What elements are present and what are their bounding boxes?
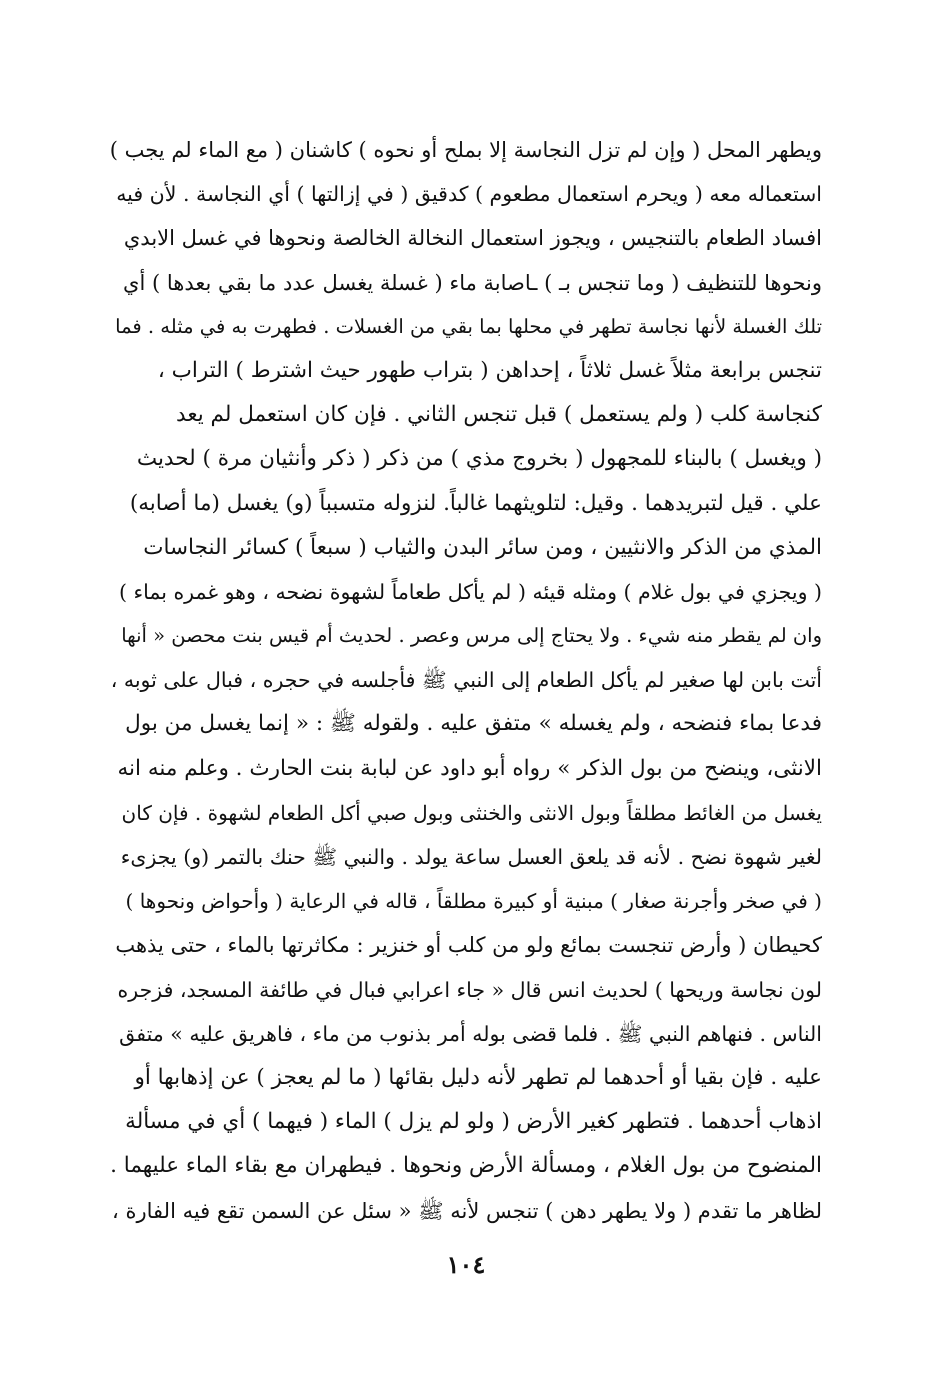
text-line: ( ويغسل ) بالبناء للمجهول ( بخروج مذي ) من ذكر ( ذكر وأنثيان مرة ) لحديث <box>136 446 822 472</box>
text-line: ويطهر المحل ( وإن لم تزل النجاسة إلا بملح أو نحوه ) كاشنان ( مع الماء لم يجب ) <box>110 138 822 162</box>
text-line: الانثى، وينضح من بول الذكر » رواه أبو داود عن لبابة بنت الحارث . وعلم منه انه <box>117 755 822 781</box>
text-line: تنجس برابعة مثلاً غسل ثلاثاً ، إحداهن ( بتراب طهور حيث اشترط ) التراب ، <box>157 357 822 383</box>
text-line: كنجاسة كلب ( ولم يستعمل ) قبل تنجس الثاني . فإن كان استعمل لم يعد <box>176 402 822 428</box>
text-line: لون نجاسة وريحها ) لحديث انس قال « جاء اعرابي فبال في طائفة المسجد، فزجره <box>117 977 822 1002</box>
text-line: عليه . فإن بقيا أو أحدهما لم تطهر لأنه دليل بقائها ( ما لم يعجز ) عن إذهابها أو <box>134 1064 822 1090</box>
text-line: تلك الغسلة لأنها نجاسة تطهر في محلها بما بقي من الغسلات . فطهرت به في مثله . فما <box>115 314 822 338</box>
text-line: ( في صخر وأجرنة صغار ) مبنية أو كبيرة مطلقاً ، قاله في الرعاية ( وأحواض ونحوها ) <box>125 889 822 914</box>
text-line: فدعا بماء فنضحه ، ولم يغسله » متفق عليه . ولقوله ﷺ : « إنما يغسل من بول <box>125 711 822 737</box>
text-line: المنضوح من بول الغلام ، ومسألة الأرض ونحوها . فيطهران مع بقاء الماء عليهما . <box>110 1153 822 1179</box>
text-line: لغير شهوة نضح . لأنه قد يلعق العسل ساعة يولد . والنبي ﷺ حنك بالتمر (و) يجزىء <box>120 845 822 869</box>
text-line: ( ويجزي في بول غلام ) ومثله قيئه ( لم يأكل طعاماً لشهوة نضحه ، وهو غمره بماء ) <box>118 579 822 604</box>
text-line: الناس . فنهاهم النبي ﷺ . فلما قضى بوله أمر بذنوب من ماء ، فاهريق عليه » متفق <box>119 1021 822 1046</box>
text-line: علي . قيل لتبريدهما . وقيل: لتلويثهما غالباً. لنزوله متسبباً (و) يغسل (ما أصابه) <box>129 490 822 516</box>
text-line: المذي من الذكر والانثيين ، ومن سائر البدن والثياب ( سبعاً ) كسائر النجاسات <box>143 534 822 560</box>
text-line: افساد الطعام بالتنجيس ، ويجوز استعمال النخالة الخالصة ونحوها في غسل الابدي <box>123 226 822 251</box>
text-line: وان لم يقطر منه شيء . ولا يحتاج إلى مرس وعصر . لحديث أم قيس بنت محصن « أنها <box>121 624 822 648</box>
page-number: ١٠٤ <box>446 1250 486 1279</box>
text-line: لظاهر ما تقدم ( ولا يطهر دهن ) تنجس لأنه ﷺ « سئل عن السمن تقع فيه الفارة ، <box>112 1198 822 1223</box>
text-line: ونحوها للتنظيف ( وما تنجس بـ ) ـاصابة ماء ( غسلة يغسل عدد ما بقي بعدها ) أي <box>123 270 822 295</box>
text-line: اذهاب أحدهما . فتطهر كغير الأرض ( ولو لم يزل ) الماء ( فيهما ) أي في مسألة <box>125 1109 822 1135</box>
text-line: كحيطان ( وأرض تنجست بمائع ولو من كلب أو خنزير : مكاثرتها بالماء ، حتى يذهب <box>115 933 822 958</box>
text-line: يغسل من الغائط مطلقاً وبول الانثى والخنثى وبول صبي أكل الطعام لشهوة . فإن كان <box>121 800 822 825</box>
text-line: استعماله معه ( ويحرم استعمال مطعوم ) كدقيق ( في إزالتها ) أي النجاسة . لأن فيه <box>116 182 822 207</box>
body-text <box>110 128 822 1233</box>
text-line: أتت بابن لها صغير لم يأكل الطعام إلى النبي ﷺ فأجلسه في حجره ، فبال على ثوبه ، <box>110 668 822 693</box>
